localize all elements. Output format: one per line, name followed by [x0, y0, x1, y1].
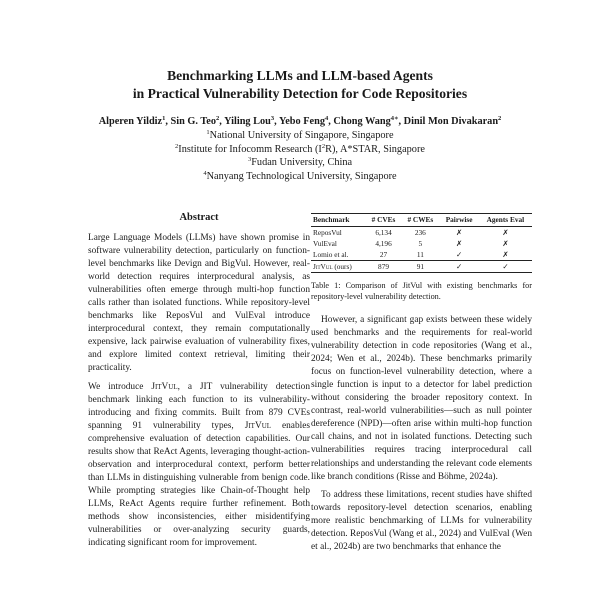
- author-affil-mark: 2: [216, 115, 220, 122]
- table-cell: ✗: [456, 238, 463, 248]
- affiliation: [0, 156, 600, 170]
- abstract-paragraph-1: Large Language Models (LLMs) have shown promise in software vulnerability detection, particularly on function-level benchmarks like Devign and BigVul. However, real-world detection requires interprocedural analysis, as vulnerabilities often emerge through multi-hop function calls rather than isolated functions. While repository-level benchmarks like ReposVul and VulEval introduce interprocedural context, they remain computationally expensive, lack pairwise evaluation of vulnerability fixes, and explore limited context retrieval, limiting their practicality.: [88, 233, 310, 374]
- title-line-2: in Practical Vulnerability Detection for Code Repositories: [132, 86, 468, 101]
- affiliation-text: Nanyang Technological University, Singapore: [206, 170, 397, 182]
- body-text: [311, 314, 532, 559]
- table-cell: 91: [416, 261, 424, 271]
- affiliation-text: R), A*STAR, Singapore: [325, 143, 425, 155]
- affiliation: [0, 143, 600, 157]
- author-affil-mark: 4∗: [390, 115, 399, 122]
- title-line-1: Benchmarking LLMs and LLM-based Agents: [167, 68, 433, 83]
- author-affil-mark: 1: [162, 115, 166, 122]
- affiliation: [0, 170, 600, 184]
- table-caption: Table 1: Comparison of JitVul with existing benchmarks for repository-level vulnerability detection.: [311, 281, 532, 301]
- table-cell: ✗: [502, 238, 509, 248]
- benchmark-comparison-table: [311, 213, 532, 273]
- author-name: Chong Wang: [333, 116, 391, 127]
- affiliation-list: [0, 129, 600, 183]
- benchmark-name: JitVul: [151, 381, 178, 392]
- table-cell: [311, 261, 366, 273]
- table-cell: ✓: [456, 249, 463, 259]
- benchmark-name: JitVul: [313, 261, 333, 271]
- abstract-heading: Abstract: [179, 212, 219, 223]
- author-name: Alperen Yildiz: [98, 116, 163, 127]
- affiliation-number: 1: [206, 129, 210, 136]
- table-cell: VulEval: [313, 238, 337, 248]
- abstract-body: [88, 232, 310, 555]
- table-row: [311, 238, 532, 249]
- abstract-text: , a JIT vulnerability detection benchmark linking each function to its vulnerability-introducing and fixing commits. Built from 879 CVEs spanning 91 vulnerability types,: [88, 381, 310, 431]
- author-name: Dinil Mon Divakaran: [403, 116, 499, 127]
- affiliation-number: 3: [247, 156, 252, 163]
- author-affil-mark: 4: [325, 115, 329, 122]
- author-name: Yebo Feng: [278, 116, 325, 127]
- body-paragraph-2: To address these limitations, recent studies have shifted towards repository-level detection scenarios, enabling more realistic benchmarking of LLMs for vulnerability detection. ReposVul (Wang et al., 2024) and VulEval (Wen et al., 2024b) are two benchmarks that enhance the: [311, 489, 532, 552]
- table-cell: ✓: [502, 261, 509, 271]
- table-header-row: [311, 214, 532, 227]
- table-cell: 4,196: [375, 238, 392, 248]
- abstract-paragraph-2: [88, 381, 310, 551]
- table-header-cell: # CWEs: [407, 215, 434, 224]
- table-row: [311, 227, 532, 239]
- paper-title: [0, 67, 600, 103]
- table-cell: ReposVul: [313, 227, 342, 237]
- author-list: Alperen Yildiz$^1$, Sin G. Teo$^2$, Yiling Lou$^3$, Yebo Feng$^4$, Chong Wang$^{4∗}$, Dinil Mon Divakaran$^2$: [98, 115, 502, 127]
- abstract-text: enables comprehensive evaluation of detection capabilities. Our results show that ReAct Agents, leveraging thought-action-observation and interprocedural context, perform better than LLMs in distinguishing vulnerable from benign code. While prompting strategies like Chain-of-Thought help LLMs, ReAct Agents require further refinement. Both methods show inconsistencies, either misidentifying vulnerabilities or over-analyzing security guards, indicating significant room for improvement.: [88, 420, 311, 549]
- table-cell: 11: [416, 249, 424, 259]
- table-cell: 27: [379, 249, 388, 259]
- table-header-cell: Pairwise: [445, 215, 473, 224]
- table-cell: ✗: [502, 249, 509, 259]
- affiliation-text: Institute for Infocomm Research (I: [178, 143, 322, 155]
- author-name: Sin G. Teo: [170, 116, 217, 127]
- table-cell: 6,134: [375, 227, 392, 237]
- affiliation-number: 2: [175, 142, 179, 150]
- table-cell: 236: [414, 227, 426, 237]
- abstract-text: We introduce: [88, 381, 152, 392]
- table-row-ours: [311, 261, 532, 273]
- table-header-cell: Agents Eval: [486, 215, 525, 224]
- body-paragraph-1: However, a significant gap exists between these widely used benchmarks and the requirements for real-world vulnerability detection in code repositories (Wang et al., 2024; Wen et al., 2024b). These benchmarks primarily focus on function-level vulnerability detection, where a single function is input to a detector for label prediction without considering the broader repository context. In contrast, real-world vulnerabilities—such as null pointer dereference (NPD)—often arise within multi-hop function call chains, and not in isolated functions. Detecting such vulnerabilities requires tracing interprocedural call relationships and understanding the relevant code elements like branch conditions (Risse and Böhme, 2024a).: [311, 315, 532, 482]
- table-cell: ✗: [456, 227, 463, 237]
- author-affil-mark: 2: [498, 115, 502, 122]
- table-cell: 879: [378, 261, 389, 271]
- affiliation: [0, 129, 600, 143]
- author-name: Yiling Lou: [224, 116, 271, 127]
- table-cell: ✗: [502, 227, 509, 237]
- table-header-cell: Benchmark: [313, 215, 350, 224]
- table-header-cell: # CVEs: [371, 215, 396, 224]
- table-cell: 5: [418, 238, 423, 248]
- affiliation-text: National University of Singapore, Singapore: [209, 130, 394, 141]
- benchmark-name: JitVul: [244, 420, 272, 431]
- table-cell: ✓: [456, 261, 463, 271]
- ours-suffix: (ours): [332, 261, 352, 271]
- table-cell: Lomio et al.: [313, 249, 349, 259]
- affiliation-superscript: 2: [321, 142, 326, 150]
- affiliation-number: 4: [203, 169, 207, 177]
- author-affil-mark: 3: [270, 115, 275, 122]
- table-row: [311, 249, 532, 261]
- affiliation-text: Fudan University, China: [251, 157, 353, 168]
